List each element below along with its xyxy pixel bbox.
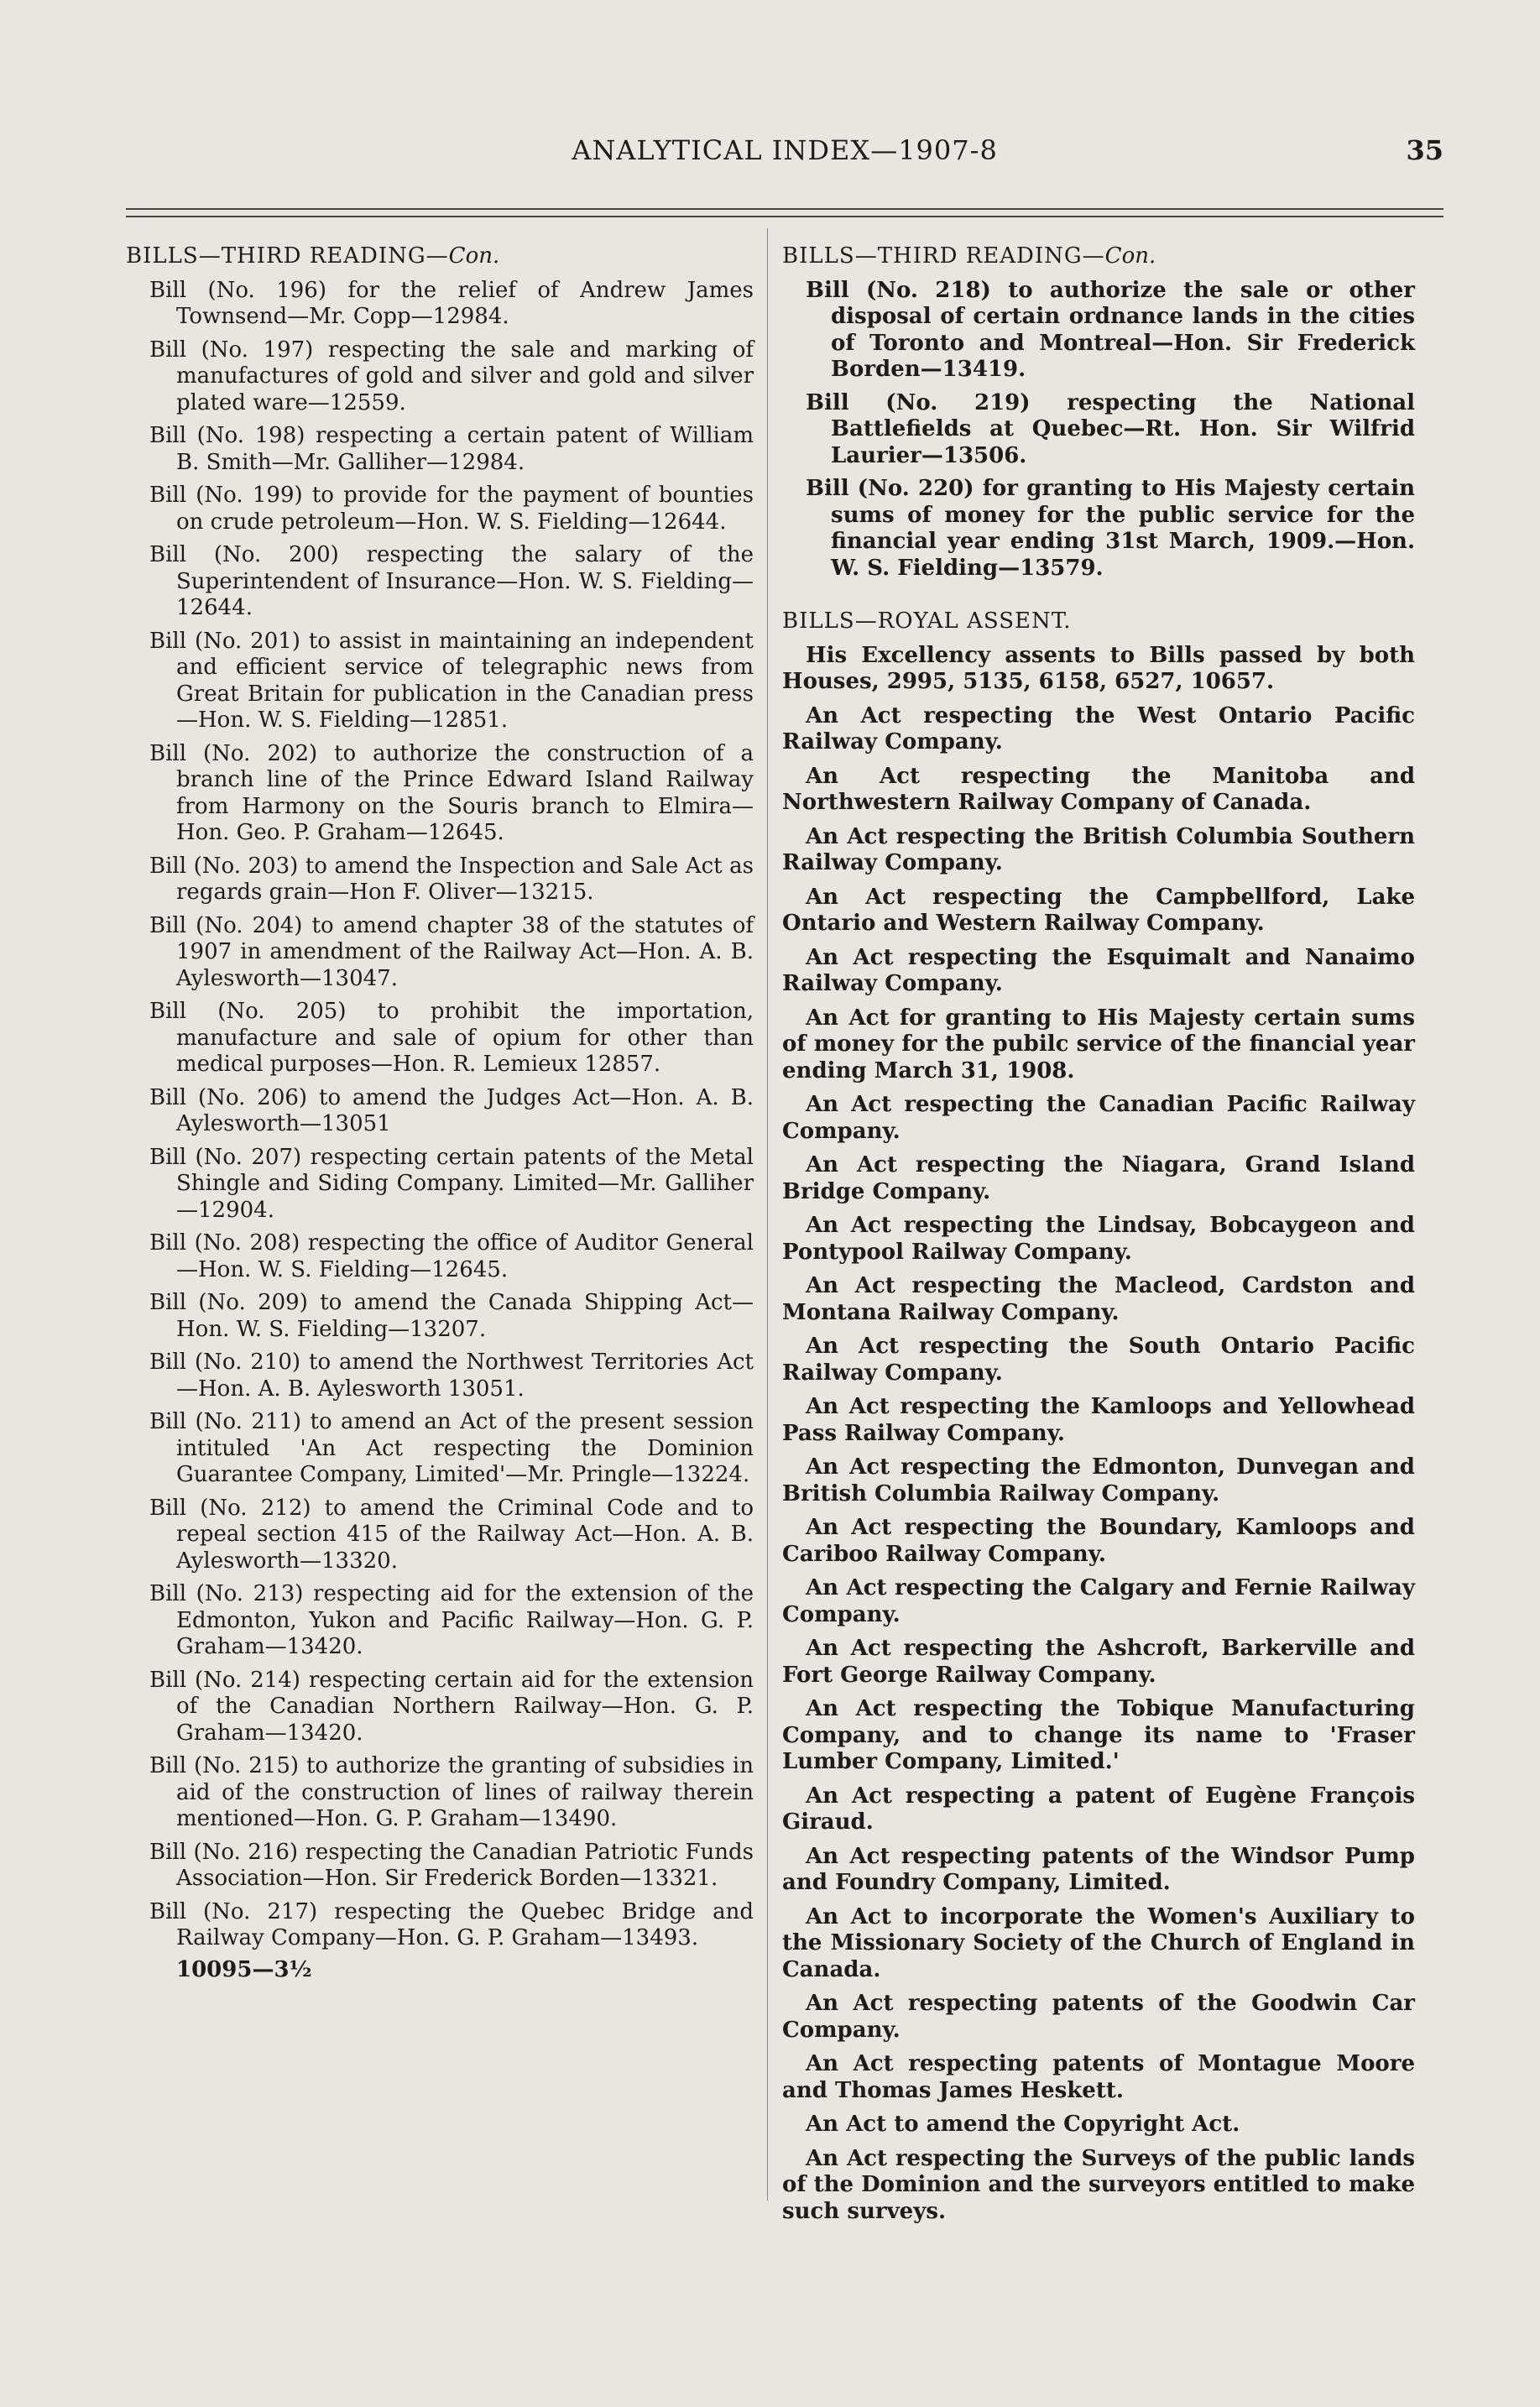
left-column xyxy=(126,243,754,1983)
act-entry: An Act respecting the Campbellford, Lake Ontario and Western Railway Company. xyxy=(782,884,1415,936)
act-entry: An Act respecting the South Ontario Pacific Railway Company. xyxy=(782,1334,1415,1386)
act-entry: An Act respecting the Calgary and Fernie Railway Company. xyxy=(782,1575,1415,1627)
act-entry: An Act respecting patents of the Windsor Pump and Foundry Company, Limited. xyxy=(782,1843,1415,1895)
bill-entry: Bill (No. 207) respecting certain patents of the Metal Shingle and Siding Company. Limited—Mr. Galliher—12904. xyxy=(149,1144,754,1223)
header-rule-second xyxy=(126,216,1443,217)
bill-entry: Bill (No. 211) to amend an Act of the present session intituled 'An Act respecting the Dominion Guarantee Company, Limited'—Mr. Pringle—13224. xyxy=(149,1409,754,1487)
act-entry: An Act respecting the British Columbia Southern Railway Company. xyxy=(782,823,1415,875)
page-header xyxy=(126,134,1443,176)
section-heading-text: BILLS—THIRD READING— xyxy=(782,243,1105,269)
bill-entry: Bill (No. 212) to amend the Criminal Code and to repeal section 415 of the Railway Act—Hon. A. B. Aylesworth—13320. xyxy=(149,1495,754,1574)
bill-entry: Bill (No. 205) to prohibit the importation, manufacture and sale of opium for other than medical purposes—Hon. R. Lemieux 12857. xyxy=(149,999,754,1077)
bill-entry: Bill (No. 203) to amend the Inspection and Sale Act as regards grain—Hon F. Oliver—13215. xyxy=(149,853,754,905)
act-entry: An Act to amend the Copyright Act. xyxy=(806,2112,1240,2137)
act-entry: An Act to incorporate the Women's Auxiliary to the Missionary Society of the Church of England in Canada. xyxy=(782,1903,1415,1982)
section-heading-text: BILLS—THIRD READING— xyxy=(126,243,449,269)
act-entry: An Act respecting the Esquimalt and Nanaimo Railway Company. xyxy=(782,944,1415,996)
column-divider xyxy=(767,228,768,2201)
page-number: 35 xyxy=(1406,134,1443,166)
section-heading-continued: Con. xyxy=(448,243,500,269)
bill-entry: Bill (No. 213) respecting aid for the extension of the Edmonton, Yukon and Pacific Railway—Hon. G. P. Graham—13420. xyxy=(149,1581,754,1659)
bill-entry: Bill (No. 206) to amend the Judges Act—Hon. A. B. Aylesworth—13051 xyxy=(149,1084,754,1136)
bill-entry: Bill (No. 214) respecting certain aid for the extension of the Canadian Northern Railway—Hon. G. P. Graham—13420. xyxy=(149,1667,754,1746)
bill-entry: Bill (No. 202) to authorize the construction of a branch line of the Prince Edward Island Railway from Harmony on the Souris branch to Elmira—Hon. Geo. P. Graham—12645. xyxy=(149,740,754,845)
section-heading xyxy=(126,243,754,270)
bill-entry: Bill (No. 218) to authorize the sale or other disposal of certain ordnance lands in the cities of Toronto and Montreal—Hon. Sir Frederick Borden—13419. xyxy=(806,277,1415,382)
bill-entry: Bill (No. 216) respecting the Canadian Patriotic Funds Association—Hon. Sir Frederick Borden—13321. xyxy=(149,1839,754,1891)
signature-mark: 10095—3½ xyxy=(176,1956,312,1982)
section-heading-continued: Con. xyxy=(1104,243,1156,269)
act-entry: An Act respecting the Canadian Pacific Railway Company. xyxy=(782,1092,1415,1144)
right-column xyxy=(782,243,1415,2232)
bill-entry: Bill (No. 204) to amend chapter 38 of the statutes of 1907 in amendment of the Railway Act—Hon. A. B. Aylesworth—13047. xyxy=(149,912,754,991)
act-entry: An Act respecting the Surveys of the public lands of the Dominion and the surveyors entitled to make such surveys. xyxy=(782,2145,1415,2224)
royal-assent-intro: His Excellency assents to Bills passed by both Houses, 2995, 5135, 6158, 6527, 10657. xyxy=(782,642,1415,694)
act-entry: An Act respecting the Kamloops and Yellowhead Pass Railway Company. xyxy=(782,1394,1415,1446)
act-entry: An Act respecting the Boundary, Kamloops and Cariboo Railway Company. xyxy=(782,1515,1415,1567)
bill-entry: Bill (No. 200) respecting the salary of the Superintendent of Insurance—Hon. W. S. Fielding—12644. xyxy=(149,542,754,620)
header-rule xyxy=(126,208,1443,210)
bill-entry: Bill (No. 220) for granting to His Majesty certain sums of money for the public service for the financial year ending 31st March, 1909.—Hon. W. S. Fielding—13579. xyxy=(806,476,1415,581)
act-entry: An Act respecting the Manitoba and Northwestern Railway Company of Canada. xyxy=(782,763,1415,815)
royal-assent-heading: BILLS—ROYAL ASSENT. xyxy=(782,608,1072,634)
section-spacer xyxy=(782,588,1415,608)
bill-entry: Bill (No. 197) respecting the sale and marking of manufactures of gold and silver and gold and silver plated ware—12559. xyxy=(149,337,754,415)
section-heading xyxy=(782,243,1415,270)
act-entry: An Act for granting to His Majesty certain sums of money for the pubilc service of the financial year ending March 31, 1908. xyxy=(782,1005,1415,1083)
act-entry: An Act respecting the West Ontario Pacific Railway Company. xyxy=(782,702,1415,754)
bill-entry: Bill (No. 199) to provide for the payment of bounties on crude petroleum—Hon. W. S. Fielding—12644. xyxy=(149,483,754,535)
bill-entry: Bill (No. 219) respecting the National Battlefields at Quebec—Rt. Hon. Sir Wilfrid Laurier—13506. xyxy=(806,389,1415,468)
act-entry: An Act respecting the Macleod, Cardston and Montana Railway Company. xyxy=(782,1273,1415,1325)
bill-entry: Bill (No. 215) to authorize the granting of subsidies in aid of the construction of lines of railway therein mentioned—Hon. G. P. Graham—13490. xyxy=(149,1753,754,1831)
bill-entry: Bill (No. 196) for the relief of Andrew James Townsend—Mr. Copp—12984. xyxy=(149,277,754,329)
act-entry: An Act respecting patents of the Goodwin Car Company. xyxy=(782,1991,1415,2043)
act-entry: An Act respecting the Ashcroft, Barkerville and Fort George Railway Company. xyxy=(782,1636,1415,1688)
act-entry: An Act respecting the Niagara, Grand Island Bridge Company. xyxy=(782,1152,1415,1204)
act-entry: An Act respecting the Lindsay, Bobcaygeon and Pontypool Railway Company. xyxy=(782,1213,1415,1265)
act-entry: An Act respecting the Edmonton, Dunvegan and British Columbia Railway Company. xyxy=(782,1454,1415,1506)
bill-entry: Bill (No. 208) respecting the office of Auditor General—Hon. W. S. Fielding—12645. xyxy=(149,1230,754,1282)
bill-entry: Bill (No. 198) respecting a certain patent of William B. Smith—Mr. Galliher—12984. xyxy=(149,423,754,475)
bill-entry: Bill (No. 209) to amend the Canada Shipping Act—Hon. W. S. Fielding—13207. xyxy=(149,1290,754,1342)
bill-entry: Bill (No. 217) respecting the Quebec Bridge and Railway Company—Hon. G. P. Graham—13493. xyxy=(149,1898,754,1950)
running-head: ANALYTICAL INDEX—1907-8 xyxy=(572,134,998,166)
bill-entry: Bill (No. 201) to assist in maintaining an independent and efficient service of telegraphic news from Great Britain for publication in the Canadian press—Hon. W. S. Fielding—12851. xyxy=(149,628,754,733)
act-entry: An Act respecting the Tobique Manufacturing Company, and to change its name to 'Fraser Lumber Company, Limited.' xyxy=(782,1696,1415,1774)
act-entry: An Act respecting a patent of Eugène François Giraud. xyxy=(782,1783,1415,1835)
bill-entry: Bill (No. 210) to amend the Northwest Territories Act—Hon. A. B. Aylesworth 13051. xyxy=(149,1350,754,1402)
act-entry: An Act respecting patents of Montague Moore and Thomas James Heskett. xyxy=(782,2051,1415,2103)
